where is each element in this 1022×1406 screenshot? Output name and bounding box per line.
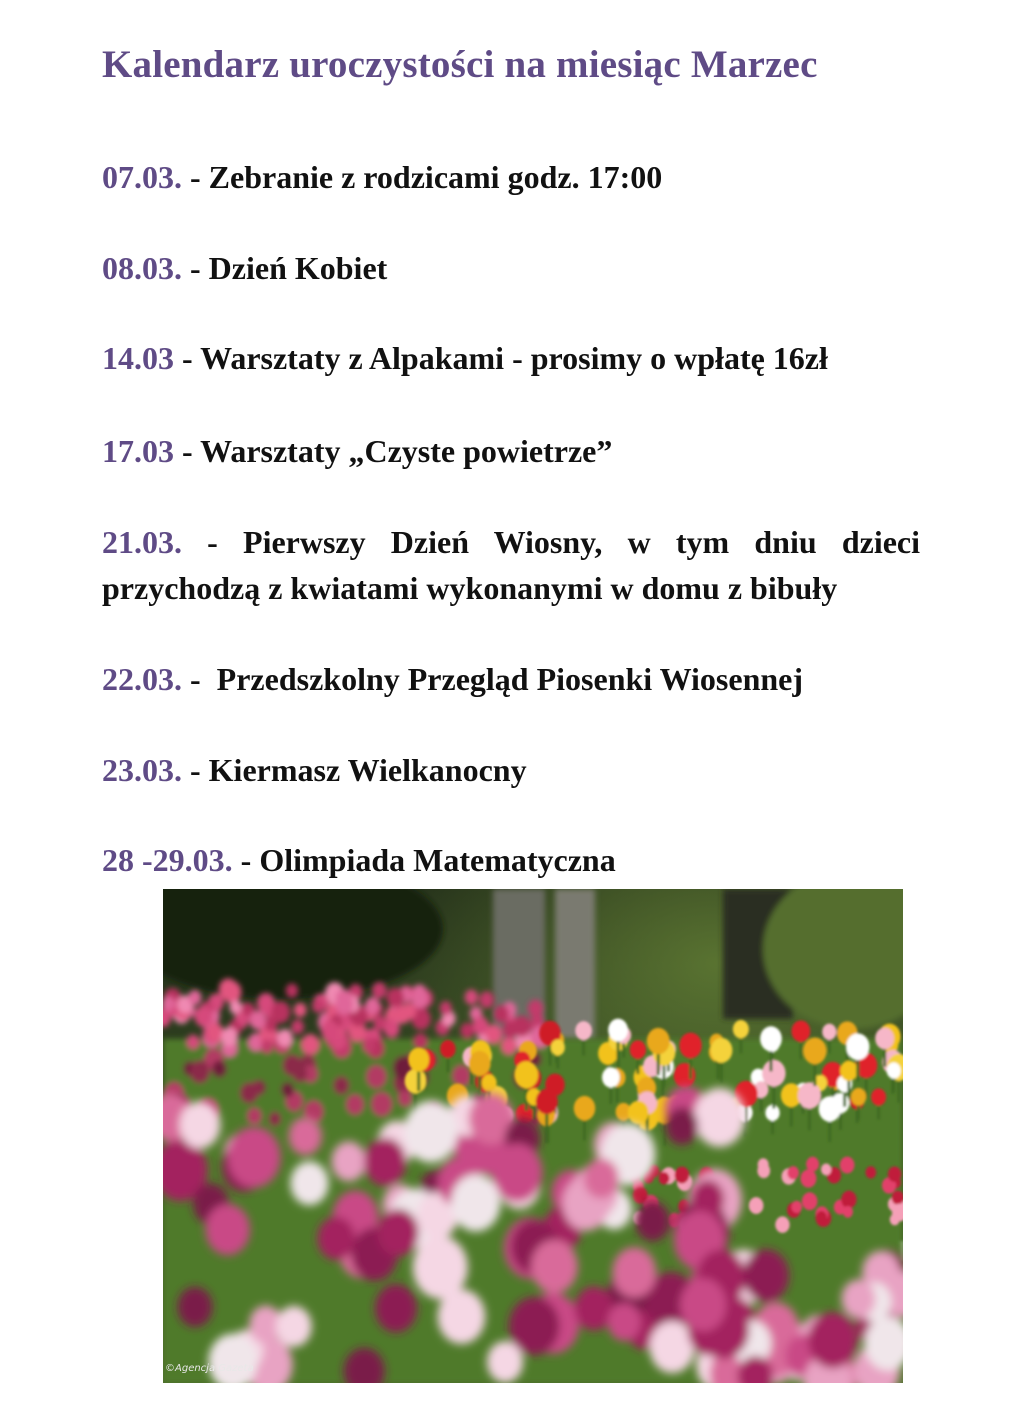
tulip-blossom bbox=[228, 1127, 281, 1188]
tulip-blossom bbox=[819, 1096, 841, 1121]
tulip-blossom bbox=[666, 1107, 699, 1145]
tulip-blossom bbox=[575, 1286, 613, 1330]
tulip-blossom bbox=[821, 1163, 831, 1175]
tulip-blossom bbox=[482, 1074, 497, 1091]
tulip-blossom bbox=[494, 1005, 509, 1022]
tulip-blossom bbox=[363, 1038, 376, 1053]
tulip-blossom bbox=[575, 1021, 592, 1040]
tulip-blossom bbox=[551, 1039, 565, 1055]
tulip-blossom bbox=[840, 1061, 858, 1081]
tulip-blossom bbox=[798, 1082, 821, 1109]
tulip-blossom bbox=[404, 1101, 458, 1163]
tulip-blossom bbox=[803, 1037, 826, 1064]
tulip-blossom bbox=[760, 1026, 782, 1051]
tulip-blossom bbox=[194, 1006, 212, 1027]
event-item bbox=[102, 428, 920, 474]
tulip-blossom bbox=[674, 1063, 696, 1088]
tulip-blossom bbox=[469, 1051, 491, 1076]
tulip-blossom bbox=[816, 1211, 827, 1223]
event-separator: - bbox=[174, 340, 201, 376]
tulip-blossom bbox=[890, 1214, 900, 1226]
tulip-blossom bbox=[451, 1174, 501, 1231]
tulip-blossom bbox=[251, 1081, 264, 1096]
tulip-blossom bbox=[294, 1003, 307, 1018]
tulip-blossom bbox=[659, 1172, 670, 1184]
tulip-blossom bbox=[841, 1279, 875, 1318]
tulip-blossom bbox=[317, 1217, 355, 1260]
tulip-garden-photo bbox=[163, 889, 903, 1383]
tulip-blossom bbox=[440, 1040, 456, 1058]
tulip-blossom bbox=[405, 1068, 427, 1093]
event-separator: - bbox=[182, 524, 244, 560]
tulip-blossom bbox=[333, 1076, 349, 1094]
event-separator: - bbox=[182, 661, 217, 697]
event-date: 23.03. bbox=[102, 752, 182, 788]
tulip-blossom bbox=[486, 1025, 503, 1044]
tulip-blossom bbox=[492, 1143, 543, 1202]
tulip-blossom bbox=[249, 1011, 266, 1030]
tulip-blossom bbox=[584, 1158, 619, 1198]
tulip-blossom bbox=[536, 1089, 558, 1114]
tulip-blossom bbox=[387, 988, 404, 1008]
tulip-blossom bbox=[212, 1061, 227, 1078]
tulip-blossom bbox=[801, 1169, 817, 1187]
tulip-blossom bbox=[398, 1090, 412, 1106]
tulip-blossom bbox=[694, 1088, 745, 1147]
tulip-blossom bbox=[749, 1197, 764, 1214]
event-date: 28 -29.03. bbox=[102, 842, 233, 878]
tulip-blossom bbox=[190, 1060, 210, 1083]
tulip-blossom bbox=[757, 1163, 770, 1178]
tulip-blossom bbox=[291, 1020, 304, 1035]
tulip-blossom bbox=[346, 1094, 364, 1115]
tulip-blossom bbox=[866, 1166, 877, 1178]
tulip-blossom bbox=[871, 1088, 886, 1105]
tulip-blossom bbox=[187, 1035, 200, 1050]
tulip-blossom bbox=[331, 1141, 366, 1181]
tulip-blossom bbox=[630, 1040, 646, 1059]
tulip-blossom bbox=[312, 999, 324, 1013]
tulip-blossom bbox=[608, 1019, 628, 1042]
event-separator: - bbox=[182, 752, 209, 788]
event-item bbox=[102, 335, 920, 381]
tulip-blossom bbox=[277, 1029, 293, 1047]
event-description: Warsztaty z Alpakami - prosimy o wpłatę 16zł bbox=[200, 340, 828, 376]
tulip-blossom bbox=[647, 1028, 670, 1054]
tulip-blossom bbox=[377, 1209, 418, 1256]
tulip-blossom bbox=[733, 1020, 749, 1038]
tulip-blossom bbox=[531, 1240, 577, 1293]
event-description: Zebranie z rodzicami godz. 17:00 bbox=[208, 159, 663, 195]
tulip-blossom bbox=[408, 1048, 429, 1072]
tulip-blossom bbox=[281, 1082, 294, 1097]
event-item bbox=[102, 837, 920, 883]
tulip-blossom bbox=[414, 1033, 428, 1049]
tulip-blossom bbox=[875, 1028, 894, 1050]
tulip-blossom bbox=[365, 997, 380, 1014]
tulip-blossom bbox=[888, 1166, 901, 1181]
tulip-blossom bbox=[887, 1062, 901, 1078]
page-title: Kalendarz uroczystości na miesiąc Marzec bbox=[102, 43, 818, 86]
event-separator: - bbox=[182, 159, 209, 195]
tulip-blossom bbox=[286, 983, 298, 997]
event-separator: - bbox=[174, 433, 201, 469]
event-item bbox=[102, 656, 920, 702]
tulip-blossom bbox=[509, 1297, 560, 1355]
tulip-blossom bbox=[452, 1065, 471, 1086]
tulip-blossom bbox=[205, 1204, 249, 1255]
tulip-blossom bbox=[841, 1191, 856, 1209]
tulip-blossom bbox=[440, 1001, 452, 1015]
event-description: Dzień Kobiet bbox=[208, 250, 388, 286]
tulip-blossom bbox=[321, 1021, 339, 1042]
tulip-blossom bbox=[628, 1101, 649, 1125]
tulip-blossom bbox=[375, 1284, 417, 1332]
tulip-blossom bbox=[290, 1161, 328, 1205]
event-description: Olimpiada Matematyczna bbox=[259, 842, 616, 878]
tulip-blossom bbox=[188, 990, 201, 1005]
tulip-blossom bbox=[851, 1088, 866, 1106]
event-item bbox=[102, 519, 920, 611]
tulip-blossom bbox=[633, 1187, 648, 1204]
tulip-blossom bbox=[792, 1020, 811, 1042]
event-date: 07.03. bbox=[102, 159, 182, 195]
event-separator: - bbox=[182, 250, 209, 286]
tulip-blossom bbox=[608, 1303, 641, 1341]
tulip-blossom bbox=[743, 1249, 789, 1302]
tulip-blossom bbox=[762, 1060, 786, 1087]
tulip-blossom bbox=[364, 1138, 406, 1186]
tulip-garden-illustration bbox=[163, 889, 903, 1383]
event-date: 08.03. bbox=[102, 250, 182, 286]
tulip-blossom bbox=[460, 1023, 474, 1039]
event-date: 21.03. bbox=[102, 524, 182, 560]
tulip-blossom bbox=[602, 1067, 620, 1087]
tulip-blossom bbox=[843, 1206, 853, 1218]
tulip-blossom bbox=[787, 1166, 799, 1179]
event-date: 22.03. bbox=[102, 661, 182, 697]
tulip-blossom bbox=[283, 1054, 302, 1076]
tulip-blossom bbox=[802, 1192, 818, 1210]
tulip-blossom bbox=[371, 1092, 392, 1116]
tulip-blossom bbox=[675, 1167, 690, 1184]
tulip-blossom bbox=[395, 1006, 411, 1024]
tulip-blossom bbox=[271, 1001, 290, 1023]
tulip-blossom bbox=[465, 990, 478, 1005]
tulip-blossom bbox=[178, 1287, 213, 1327]
tulip-blossom bbox=[846, 1033, 869, 1060]
tulip-blossom bbox=[269, 1112, 281, 1126]
tulip-blossom bbox=[822, 1024, 836, 1040]
tulip-blossom bbox=[791, 1201, 802, 1213]
tulip-blossom bbox=[574, 1096, 595, 1121]
tulip-blossom bbox=[221, 1027, 238, 1046]
tulip-blossom bbox=[366, 1065, 386, 1088]
tulip-blossom bbox=[438, 1289, 486, 1344]
tulip-blossom bbox=[680, 1278, 726, 1331]
event-description: Kiermasz Wielkanocny bbox=[208, 752, 527, 788]
event-date: 14.03 bbox=[102, 340, 174, 376]
tulip-blossom bbox=[335, 994, 353, 1015]
photo-credit: ©Agencja Gazeta bbox=[165, 1363, 254, 1374]
event-item bbox=[102, 154, 920, 200]
tulip-blossom bbox=[372, 982, 387, 999]
event-date: 17.03 bbox=[102, 433, 174, 469]
tulip-blossom bbox=[840, 1157, 855, 1174]
tulip-blossom bbox=[503, 1021, 518, 1038]
tulip-blossom bbox=[775, 1216, 789, 1233]
tulip-blossom bbox=[679, 1033, 701, 1059]
event-description: Przedszkolny Przegląd Piosenki Wiosennej bbox=[216, 661, 804, 697]
tulip-blossom bbox=[501, 1037, 516, 1054]
event-separator: - bbox=[232, 842, 260, 878]
tulip-blossom bbox=[808, 1312, 857, 1368]
tulip-blossom bbox=[301, 1034, 319, 1055]
event-description: Pierwszy Dzień Wiosny, w tym dniu dzieci przychodzą z kwiatami wykonanymi w domu z bibuły bbox=[102, 524, 921, 606]
tulip-blossom bbox=[384, 1019, 400, 1037]
tulip-blossom bbox=[612, 1247, 656, 1297]
tulip-blossom bbox=[514, 1061, 538, 1088]
tulip-blossom bbox=[219, 978, 238, 1000]
event-item bbox=[102, 747, 920, 793]
tulip-blossom bbox=[261, 1039, 273, 1053]
tulip-blossom bbox=[289, 1117, 322, 1155]
tulip-blossom bbox=[711, 1038, 733, 1063]
tulip-blossom bbox=[247, 1108, 261, 1125]
tulip-blossom bbox=[806, 1157, 819, 1172]
tulip-blossom bbox=[230, 1000, 242, 1014]
tulip-blossom bbox=[179, 1101, 220, 1148]
event-item bbox=[102, 245, 920, 291]
tulip-blossom bbox=[635, 1201, 670, 1241]
event-description: Warsztaty „Czyste powietrze” bbox=[200, 433, 613, 469]
tulip-blossom bbox=[479, 991, 494, 1008]
tulip-blossom bbox=[276, 1306, 312, 1347]
